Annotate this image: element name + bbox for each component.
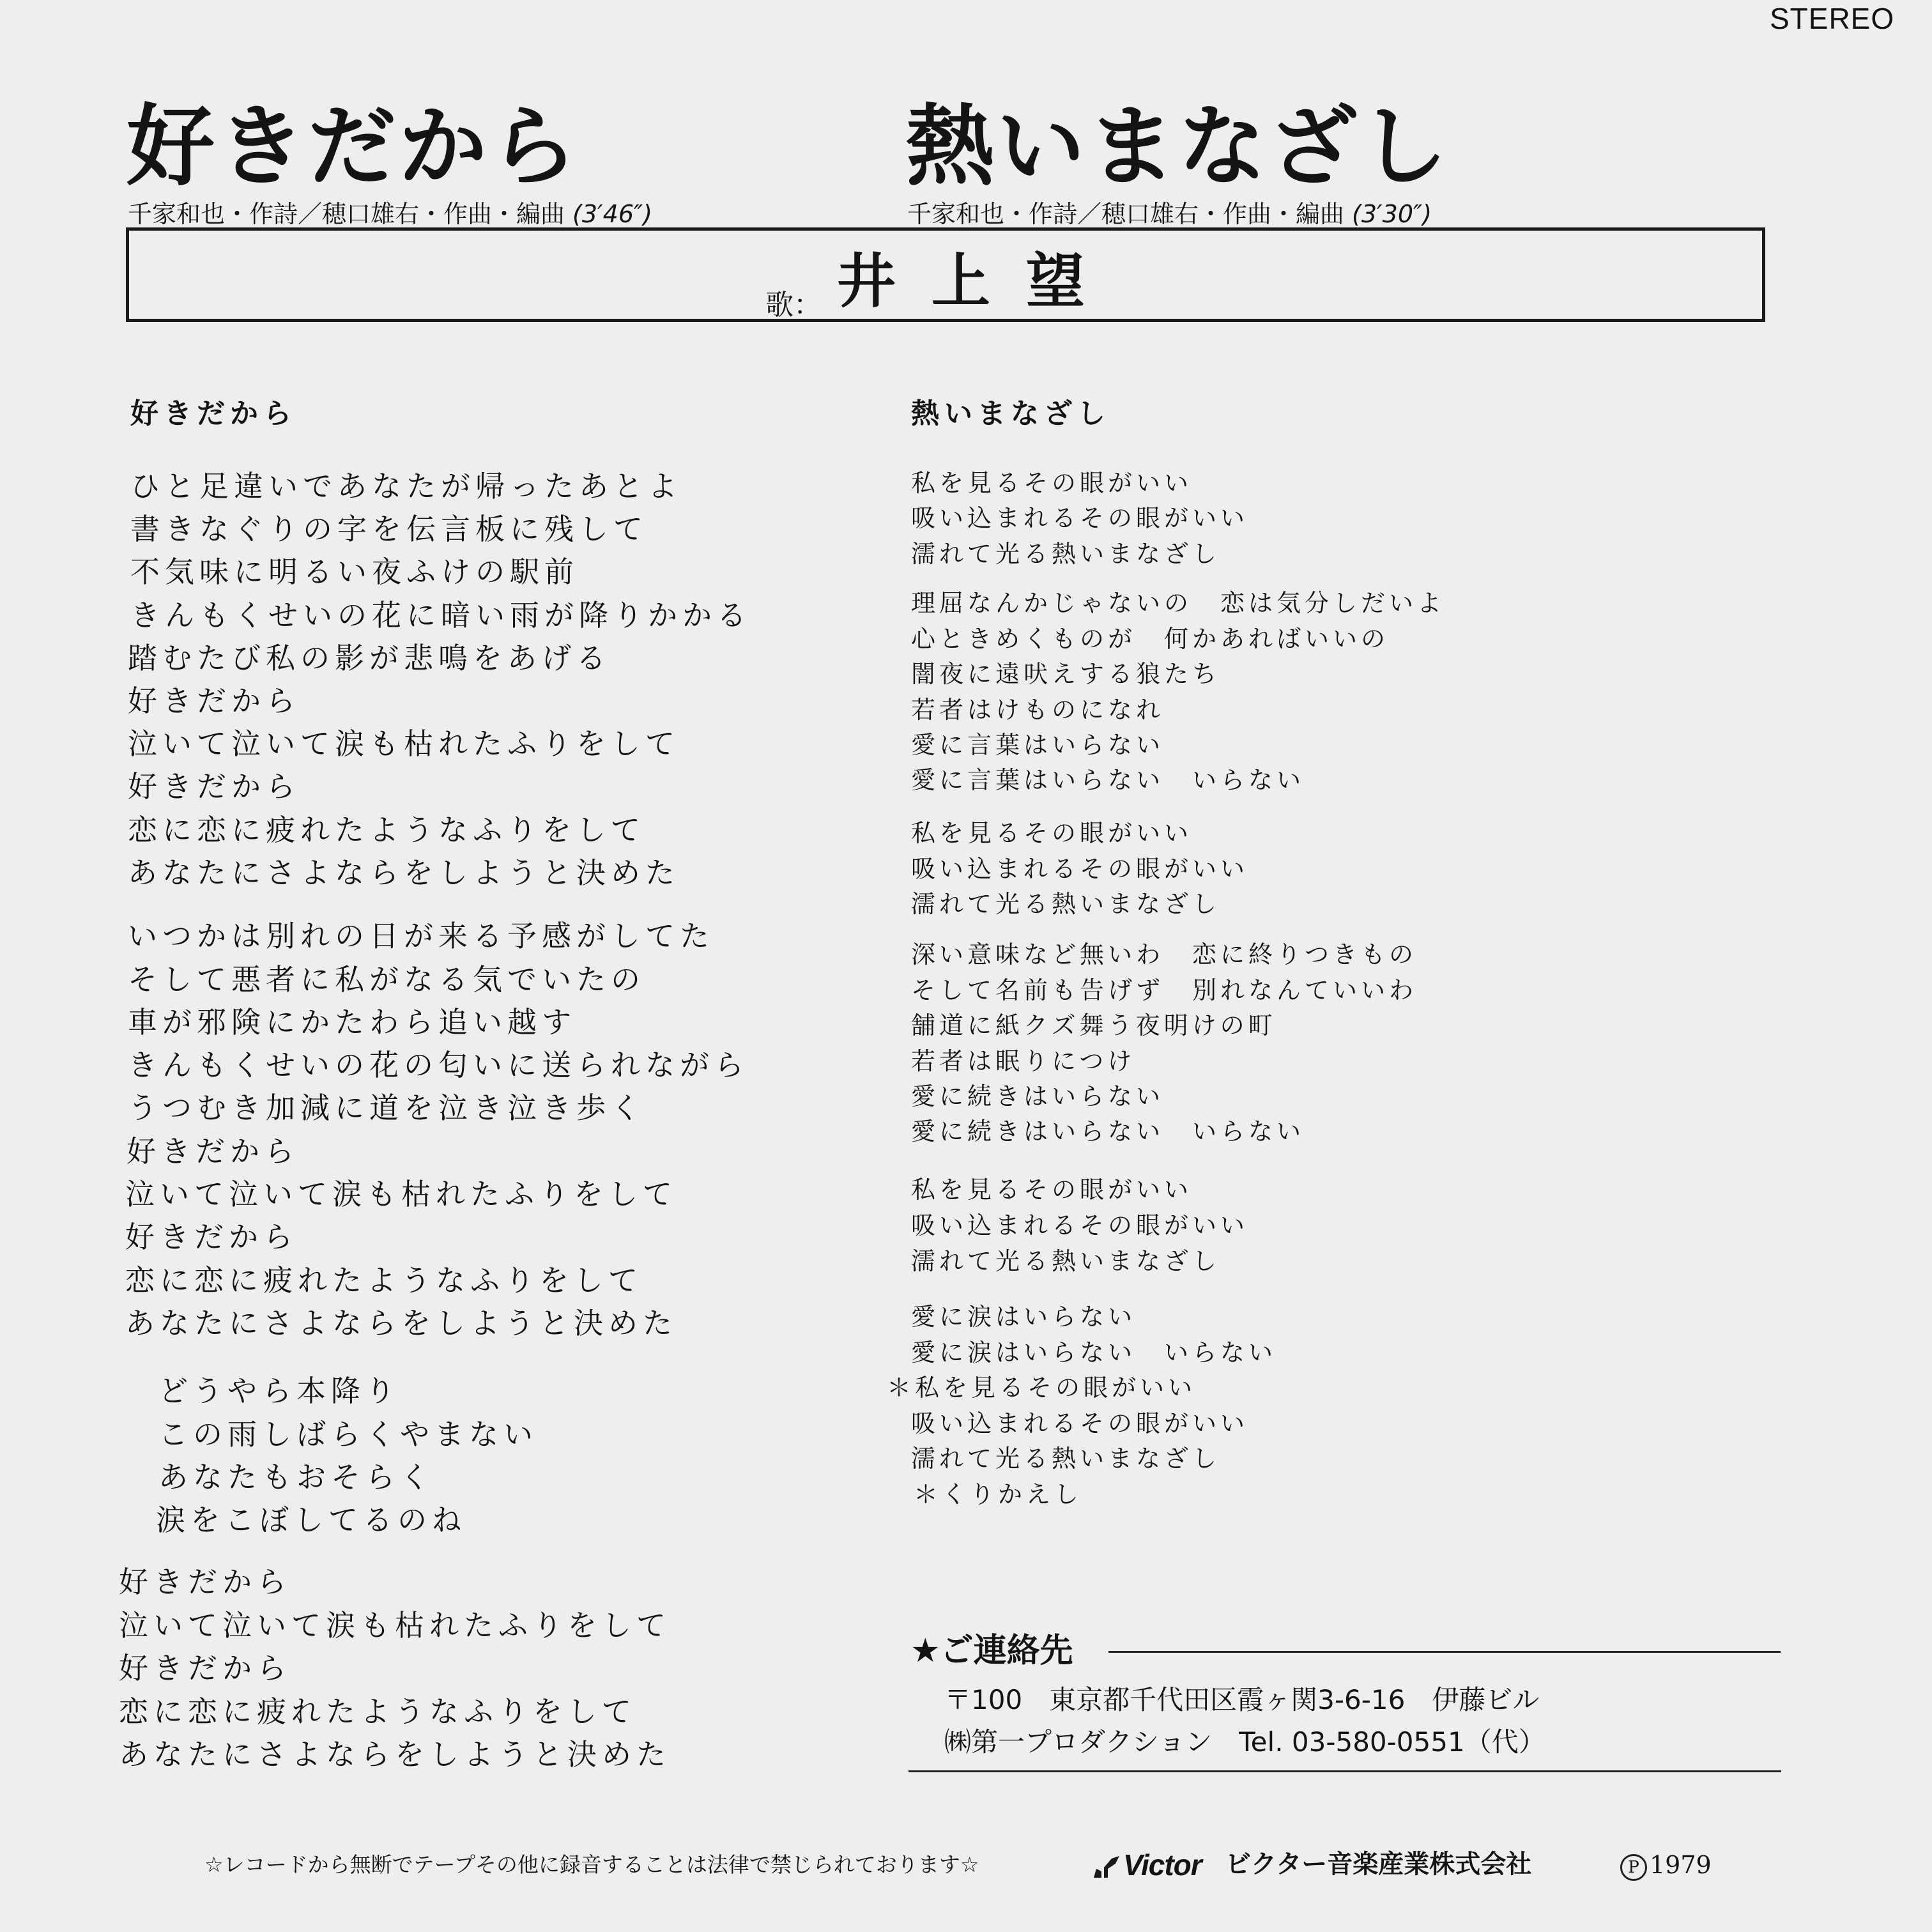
lyrics2-line: 若者は眠りにつけ	[911, 1047, 1136, 1075]
lyrics2-line: 吸い込まれるその眼がいい	[911, 855, 1249, 883]
lyrics1-line: 書きなぐりの字を伝言板に残して	[130, 512, 648, 546]
lyrics2-line: 理屈なんかじゃないの 恋は気分しだいよ	[911, 589, 1446, 617]
lyrics2-line: 闇夜に遠吠えする狼たち	[911, 660, 1221, 688]
lyrics1-line: 涙をこぼしてるのね	[156, 1503, 466, 1537]
contact-address: 〒100 東京都千代田区霞ヶ関3-6-16 伊藤ビル	[944, 1684, 1540, 1715]
singer-name: 井上望	[837, 247, 1121, 316]
lyrics1-line: ひと足違いであなたが帰ったあとよ	[130, 469, 682, 503]
lyrics2-line: 私を見るその眼がいい	[911, 1176, 1193, 1204]
copyright-notice: ☆レコードから無断でテープその他に録音することは法律で禁じられております☆	[204, 1852, 979, 1877]
lyrics1-line: 好きだから	[126, 1134, 299, 1169]
lyrics1-line: 恋に恋に疲れたようなふりをして	[119, 1694, 636, 1729]
lyrics2-line: 愛に言葉はいらない	[911, 731, 1165, 759]
lyrics1-line: いつかは別れの日が来る予感がしてた	[128, 919, 714, 953]
song2-title: 熱いまなざし	[906, 94, 1451, 198]
lyrics1-line: この雨しばらくやまない	[158, 1417, 538, 1452]
contact-rule-bottom	[908, 1770, 1781, 1772]
lyrics1-line: そして悪者に私がなる気でいたの	[128, 962, 645, 997]
lyrics2-line: 濡れて光る熱いまなざし	[911, 890, 1221, 918]
contact-rule-top	[1108, 1651, 1781, 1653]
lyrics1-line: きんもくせいの花の匂いに送られながら	[128, 1048, 749, 1082]
lyrics1-line: うつむき加減に道を泣き泣き歩く	[128, 1091, 645, 1125]
song1-credits	[128, 202, 652, 226]
lyrics1-line: 好きだから	[128, 684, 300, 718]
lyrics2-line: 吸い込まれるその眼がいい	[911, 504, 1249, 532]
phonogram-year	[1620, 1853, 1712, 1881]
song1-title: 好きだから	[126, 94, 581, 198]
lyrics1-line: あなたにさよならをしようと決めた	[128, 855, 680, 890]
lyrics2-line: 愛に続きはいらない	[911, 1082, 1165, 1110]
lyrics2-line: 濡れて光る熱いまなざし	[911, 1445, 1221, 1473]
lyrics1-heading: 好きだから	[130, 397, 296, 430]
lyrics1-line: 好きだから	[119, 1565, 291, 1599]
song1-duration: (3′46″)	[572, 200, 653, 228]
lyrics2-line: 私を見るその眼がいい	[911, 819, 1193, 847]
dog-gramophone-icon	[1092, 1855, 1121, 1880]
song2-credits	[907, 202, 1432, 226]
lyrics2-line: ＊くりかえし	[914, 1480, 1083, 1508]
lyrics1-line: 恋に恋に疲れたようなふりをして	[128, 813, 645, 847]
song2-credits-text: 千家和也・作詩／穂口雄右・作曲・編曲	[907, 200, 1345, 228]
lyrics1-line: 好きだから	[125, 1220, 298, 1254]
company-name: ビクター音楽産業株式会社	[1225, 1850, 1532, 1879]
stereo-label: STEREO	[1770, 2, 1895, 35]
lyrics1-line: あなたにさよならをしようと決めた	[125, 1306, 677, 1340]
lyrics2-line: 吸い込まれるその眼がいい	[911, 1409, 1249, 1438]
victor-logo-text: Victor	[1123, 1848, 1202, 1882]
lyrics2-line: 心ときめくものが 何かあればいいの	[911, 625, 1390, 653]
lyrics1-line: 好きだから	[128, 769, 300, 804]
lyrics2-line: ＊私を見るその眼がいい	[887, 1374, 1197, 1402]
lyrics1-line: あなたにさよならをしようと決めた	[119, 1737, 671, 1772]
lyrics2-line: 愛に涙はいらない いらない	[911, 1338, 1277, 1367]
lyrics1-line: 泣いて泣いて涙も枯れたふりをして	[125, 1177, 677, 1211]
lyrics2-line: 舗道に紙クズ舞う夜明けの町	[911, 1011, 1276, 1039]
lyrics1-line: 不気味に明るい夜ふけの駅前	[130, 555, 579, 589]
lyrics2-line: 濡れて光る熱いまなざし	[911, 1247, 1221, 1275]
contact-company-phone: ㈱第一プロダクション Tel. 03-580-0551（代）	[944, 1726, 1545, 1758]
lyrics1-line: 泣いて泣いて涙も枯れたふりをして	[128, 726, 680, 761]
contact-heading: ★ご連絡先	[910, 1632, 1073, 1670]
lyrics1-line: 車が邪険にかたわら追い越す	[128, 1005, 576, 1039]
singer-label: 歌：	[765, 289, 822, 321]
lyrics2-heading: 熱いまなざし	[911, 397, 1110, 430]
lyrics1-line: 踏むたび私の影が悲鳴をあげる	[128, 641, 611, 675]
lyrics1-line: 恋に恋に疲れたようなふりをして	[125, 1263, 643, 1298]
lyrics1-line: 好きだから	[119, 1651, 291, 1685]
phonogram-mark: P	[1620, 1854, 1647, 1881]
victor-logo	[1092, 1850, 1202, 1880]
lyrics2-line: 濡れて光る熱いまなざし	[911, 540, 1221, 568]
lyrics2-line: 深い意味など無いわ 恋に終りつきもの	[911, 940, 1418, 969]
lyrics1-line: どうやら本降り	[158, 1374, 400, 1408]
lyrics2-line: 若者はけものになれ	[911, 696, 1165, 724]
lyrics1-line: あなたもおそらく	[158, 1460, 434, 1494]
lyrics2-line: 吸い込まれるその眼がいい	[911, 1211, 1249, 1239]
release-year: 1979	[1650, 1851, 1712, 1879]
song1-credits-text: 千家和也・作詩／穂口雄右・作曲・編曲	[128, 200, 565, 228]
lyrics2-line: 愛に涙はいらない	[911, 1303, 1137, 1331]
lyrics1-line: 泣いて泣いて涙も枯れたふりをして	[119, 1608, 671, 1643]
lyrics2-line: 私を見るその眼がいい	[911, 469, 1193, 497]
song2-duration: (3′30″)	[1352, 200, 1432, 228]
lyrics2-line: そして名前も告げず 別れなんていいわ	[911, 976, 1418, 1004]
lyrics1-line: きんもくせいの花に暗い雨が降りかかる	[130, 598, 751, 632]
lyrics2-line: 愛に続きはいらない いらない	[911, 1117, 1305, 1146]
lyrics2-line: 愛に言葉はいらない いらない	[911, 766, 1305, 794]
